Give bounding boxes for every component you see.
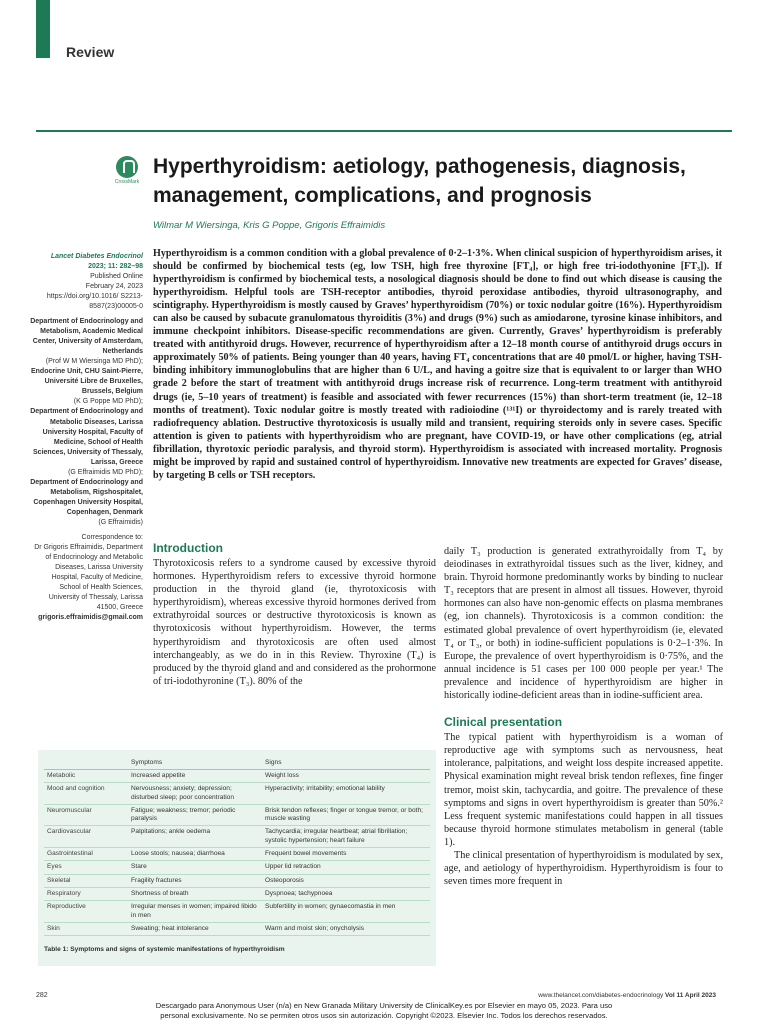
table-cell-signs: Dyspnoea; tachypnoea xyxy=(262,887,430,900)
article-sidebar xyxy=(30,252,143,623)
table-cell-symptoms: Sweating; heat intolerance xyxy=(128,922,262,935)
affiliation-3-person: (G Effraimidis MD PhD); xyxy=(68,468,143,476)
intro-heading: Introduction xyxy=(153,541,223,555)
table-header-category xyxy=(44,756,128,770)
intro-continuation: daily T₃ production is generated extrathyroidally from T₄ by deiodinases in extrathyroidal tissues such as the liver, kidney, and brain. Thyroid hormone predominantly works by binding to nuclear T₃ receptors that are present in almost all tissues. However, thyroid hormones can also have non-genomic effects on plasma membranes (eg, ion channels). Thyrotoxicosis is a common condition: the estimated global prevalence of overt hyperthyroidism (ie, elevated T₄ or T₃, or both) in iodine-sufficient populations is 0·2–1·3%. In Europe, the prevalence of overt hyperthyroidism is 0·75%, and the annual incidence is 51 cases per 100 000 people per year.¹ The prevalence and incidence of hyperthyroidism are higher in historically iodine-deficient areas than in iodine-sufficient area. xyxy=(444,546,723,702)
clinical-heading: Clinical presentation xyxy=(444,715,563,730)
table-row xyxy=(44,861,430,874)
table-cell-signs: Frequent bowel movements xyxy=(262,848,430,861)
symptoms-table xyxy=(44,756,430,936)
table-cell-category: Skeletal xyxy=(44,874,128,887)
table-row xyxy=(44,804,430,826)
table-cell-category: Neuromuscular xyxy=(44,804,128,826)
table-cell-symptoms: Nervousness; anxiety; depression; disturbed sleep; poor concentration xyxy=(128,783,262,805)
section-label: Review xyxy=(66,44,115,60)
table-cell-category: Respiratory xyxy=(44,887,128,900)
table-cell-category: Reproductive xyxy=(44,901,128,923)
correspondence-address: Dr Grigoris Effraimidis, Department of Endocrinology and Metabolic Diseases, Larissa University Hospital, Faculty of Medicine, School of Health Sciences, University of Thessaly, Larissa 41500, Greece xyxy=(34,543,143,612)
table-cell-signs: Subfertility in women; gynaecomastia in men xyxy=(262,901,430,923)
affiliation-1-person: (Prof W M Wiersinga MD PhD); xyxy=(45,357,143,365)
table-cell-signs: Brisk tendon reflexes; finger or tongue tremor, or both; muscle wasting xyxy=(262,804,430,826)
table-cell-symptoms: Fatigue; weakness; tremor; periodic paralysis xyxy=(128,804,262,826)
affiliation-3: Department of Endocrinology and Metabolic Diseases, Larissa University Hospital, Faculty of Medicine, School of Health Sciences, University of Thessaly, Larissa, Greece xyxy=(30,408,143,466)
journal-name: Lancet Diabetes Endocrinol xyxy=(50,253,143,260)
table-row xyxy=(44,826,430,848)
table-cell-symptoms: Fragility fractures xyxy=(128,874,262,887)
table-caption: Table 1: Symptoms and signs of systemic manifestations of hyperthyroidism xyxy=(44,946,285,953)
table-cell-symptoms: Increased appetite xyxy=(128,770,262,783)
journal-url[interactable]: www.thelancet.com/diabetes-endocrinology xyxy=(538,992,664,999)
table-cell-signs: Osteoporosis xyxy=(262,874,430,887)
table-cell-symptoms: Stare xyxy=(128,861,262,874)
affiliation-2-person: (K G Poppe MD PhD); xyxy=(73,398,143,406)
table-cell-category: Cardiovascular xyxy=(44,826,128,848)
journal-volume: Vol 11 April 2023 xyxy=(665,992,716,999)
abstract: Hyperthyroidism is a common condition with a global prevalence of 0·2–1·3%. When clinical suspicion of hyperthyroidism arises, it should be confirmed by biochemical tests (eg, low TSH, high free thyroxine [FT₄], or high free tri-iodothyonine [FT₃]). If hyperthyroidism is confirmed by biochemical tests, a nosological diagnosis should be done to find out which disease is causing the hyperthyroidism. Helpful tools are TSH-receptor antibodies, thyroid peroxidase antibodies, thyroid ultrasonography, and scintigraphy. Hyperthyroidism is mostly caused by Graves’ hyperthyroidism (70%) or toxic nodular goitre (16%). Hyperthyroidism can also be caused by subacute granulomatous thyroiditis (3%) and drugs (9%) such as amiodarone, tyrosine kinase inhibitors, and immune checkpoint inhibitors. Disease-specific recommendations are given. Currently, Graves’ hyperthyroidism is preferably treated with antithyroid drugs. However, recurrence of hyperthyroidism after a 12–18 month course of antithyroid drugs occurs in approximately 50% of patients. Being younger than 40 years, having FT₄ concentrations that are 40 pmol/L or higher, having TSH-binding inhibitory immunoglobulins that are higher than 6 U/L, and having a goitre size that is equivalent to or larger than WHO grade 2 before the start of treatment with antithyroid drugs increase risk of recurrence. Long-term treatment with antithyroid drugs (ie, 5–10 years of treatment) is feasible and associated with fewer recurrences (15%) than short-term treatment (ie, 12–18 months of treatment). Toxic nodular goitre is mostly treated with radioiodine (¹³¹I) or thyroidectomy and is rarely treated with radiofrequency ablation. Destructive thyrotoxicosis is usually mild and transient, requiring steroids only in severe cases. Specific attention is given to patients with hyperthyroidism who are pregnant, have COVID-19, or have other complications (eg, atrial fibrillation, thyrotoxic periodic paralysis, and thyroid storm). Hyperthyroidism is associated with increased mortality. Prognosis might be improved by rapid and sustained control of hyperthyroidism. Innovative new treatments are expected for Graves’ disease, by targeting B cells or TSH receptors. xyxy=(153,248,722,481)
table-row xyxy=(44,848,430,861)
table-row xyxy=(44,901,430,923)
table-cell-symptoms: Shortness of breath xyxy=(128,887,262,900)
table-row xyxy=(44,783,430,805)
article-title: Hyperthyroidism: aetiology, pathogenesis, diagnosis, management, complications, and prognosis xyxy=(153,155,686,207)
table-row xyxy=(44,887,430,900)
page-number: 282 xyxy=(36,992,48,999)
table-cell-category: Skin xyxy=(44,922,128,935)
table-row xyxy=(44,874,430,887)
published-date: February 24, 2023 xyxy=(85,283,143,291)
doi-link[interactable]: https://doi.org/10.1016/ S2213-8587(23)00005-0 xyxy=(46,293,143,311)
affiliation-2: Endocrine Unit, CHU Saint-Pierre, Université Libre de Bruxelles, Brussels, Belgium xyxy=(30,368,143,396)
crossmark-label: CrossMark xyxy=(114,179,140,185)
affiliation-1: Department of Endocrinology and Metabolism, Academic Medical Center, University of Amsterdam, Netherlands xyxy=(30,317,143,355)
table-cell-category: Metabolic xyxy=(44,770,128,783)
citation: 2023; 11: 282–98 xyxy=(88,263,143,271)
table-cell-symptoms: Irregular menses in women; impaired libido in men xyxy=(128,901,262,923)
table-row xyxy=(44,770,430,783)
table-cell-category: Gastrointestinal xyxy=(44,848,128,861)
table-cell-signs: Warm and moist skin; onycholysis xyxy=(262,922,430,935)
table-cell-symptoms: Loose stools; nausea; diarrhoea xyxy=(128,848,262,861)
footer-journal-info xyxy=(538,992,716,999)
download-disclaimer xyxy=(0,1001,768,1021)
table-cell-signs: Weight loss xyxy=(262,770,430,783)
table-cell-signs: Tachycardia; irregular heartbeat; atrial fibrillation; systolic hypertension; heart failure xyxy=(262,826,430,848)
table-cell-category: Eyes xyxy=(44,861,128,874)
table-cell-category: Mood and cognition xyxy=(44,783,128,805)
header-divider xyxy=(36,130,732,132)
table-row xyxy=(44,922,430,935)
correspondence-email[interactable]: grigoris.effraimidis@gmail.com xyxy=(38,614,143,622)
table-header-signs: Signs xyxy=(262,756,430,770)
intro-paragraph: Thyrotoxicosis refers to a syndrome caused by excessive thyroid hormones. Hyperthyroidism refers to excessive thyroid hormone production in the thyroid gland (ie, thyrotoxicosis with hyperthyroidism), whereas excessive thyroid hormones derived from extrathyroidal sources or destructive thyrotoxicosis is known as thyrotoxicosis without hyperthyroidism. However, the terms hyperthyroidism and thyrotoxicosis are often used almost interchangeably, as we do in in this Review. Thyroxine (T₄) is produced by the thyroid gland and and considered as the prohormone of tri-iodothyronine (T₃). 80% of the xyxy=(153,558,436,687)
disclaimer-line-1: Descargado para Anonymous User (n/a) en New Granada Military University de ClinicalKey.es por Elsevier en mayo 05, 2023. Para uso xyxy=(155,1001,613,1010)
table-1 xyxy=(38,750,436,966)
clinical-paragraph-2: The clinical presentation of hyperthyroidism is modulated by sex, age, and aetiology of hyperthyroidism. Hyperthyroidism is four to seven times more frequent in xyxy=(444,849,723,888)
table-cell-symptoms: Palpitations; ankle oedema xyxy=(128,826,262,848)
right-column xyxy=(444,545,723,888)
disclaimer-line-2: personal exclusivamente. No se permiten otros usos sin autorización. Copyright ©2023. Elsevier Inc. Todos los derechos reservados. xyxy=(160,1011,608,1020)
table-cell-signs: Upper lid retraction xyxy=(262,861,430,874)
section-accent-bar xyxy=(36,0,50,58)
crossmark-icon[interactable] xyxy=(112,156,142,185)
published-label: Published Online xyxy=(90,273,143,281)
crossmark-badge xyxy=(116,156,138,178)
correspondence-label: Correspondence to: xyxy=(81,533,143,541)
table-header-symptoms: Symptoms xyxy=(128,756,262,770)
clinical-paragraph-1: The typical patient with hyperthyroidism is a woman of reproductive age with symptoms such as nervousness, heat intolerance, palpitations, and weight loss despite increased appetite. Physical examination might reveal brisk tendon reflexes, fine finger tremor, moist skin, tachycardia, and goitre. The prevalence of these symptoms and signs in overt hyperthyroidism is greater than 50%.² Less frequent systemic manifestations could happen in all tissues because thyroid hormone stimulates metabolism in general (table 1). xyxy=(444,732,723,848)
article-authors: Wilmar M Wiersinga, Kris G Poppe, Grigoris Effraimidis xyxy=(153,220,386,231)
table-body xyxy=(44,770,430,936)
left-column xyxy=(153,540,436,688)
affiliation-4-person: (G Effraimidis) xyxy=(98,519,143,527)
table-header-row xyxy=(44,756,430,770)
affiliation-4: Department of Endocrinology and Metabolism, Rigshospitalet, Copenhagen University Hospital, Copenhagen, Denmark xyxy=(30,479,143,517)
table-cell-signs: Hyperactivity; irritability; emotional lability xyxy=(262,783,430,805)
